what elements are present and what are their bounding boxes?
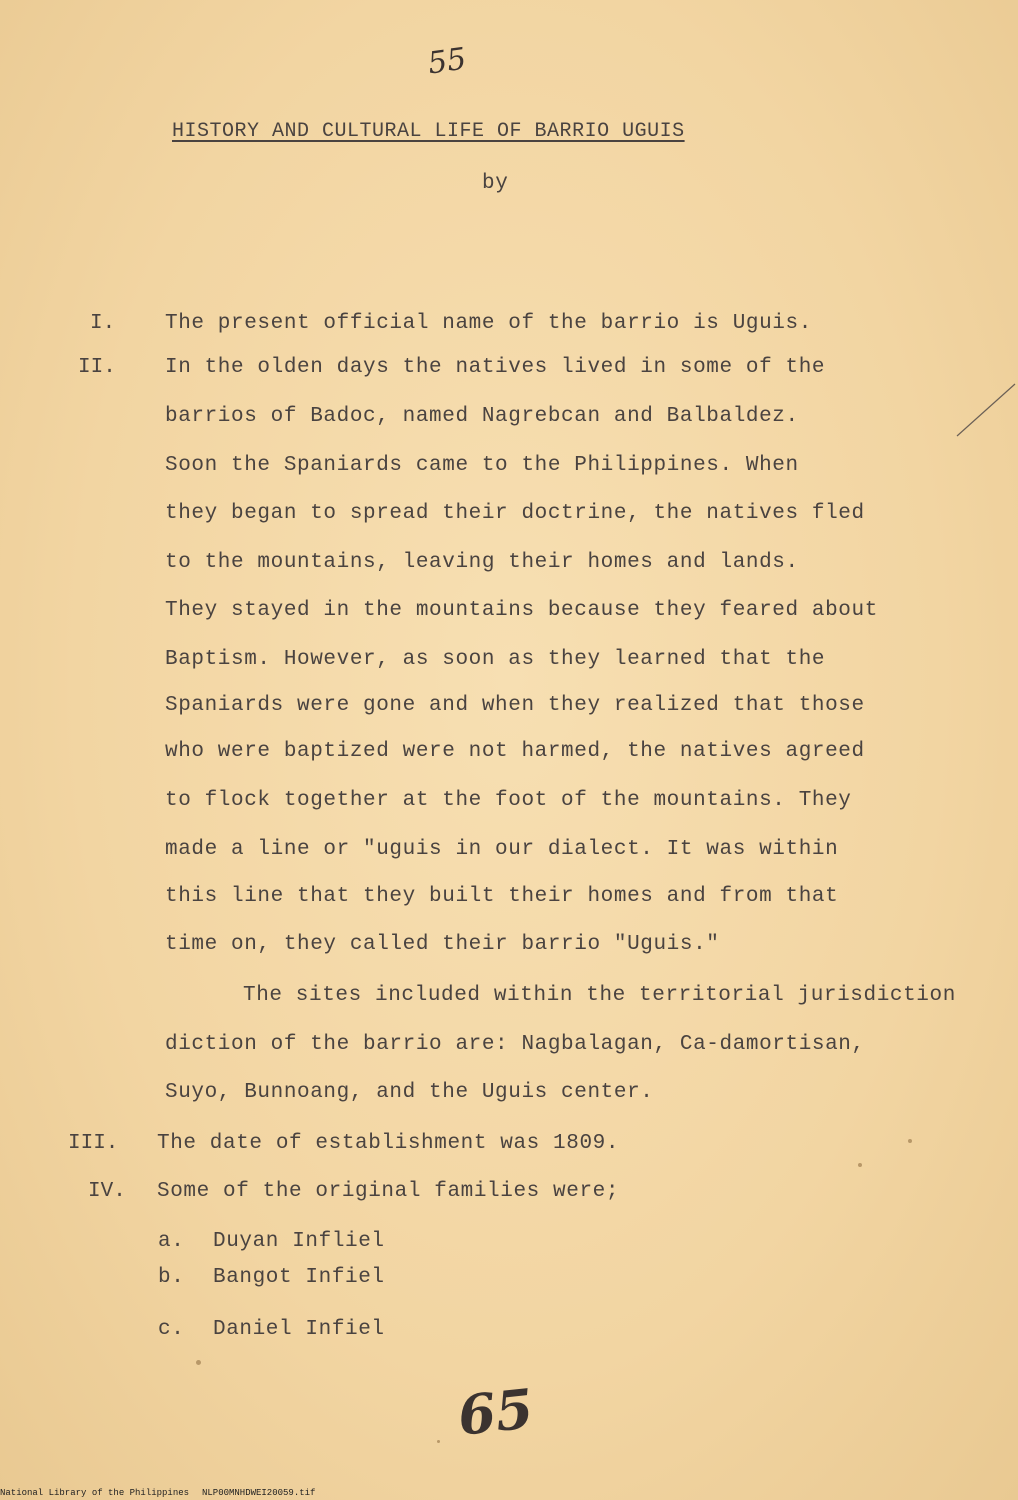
byline: by	[482, 172, 509, 195]
section-ii-line: who were baptized were not harmed, the natives agreed	[165, 740, 865, 763]
section-iv-text: Some of the original families were;	[157, 1180, 620, 1203]
family-letter: c.	[158, 1318, 185, 1341]
section-ii-line: barrios of Badoc, named Nagrebcan and Balbaldez.	[165, 405, 799, 428]
document-title: HISTORY AND CULTURAL LIFE OF BARRIO UGUIS	[172, 120, 685, 143]
family-letter: b.	[158, 1266, 185, 1289]
paper-speck	[437, 1440, 440, 1443]
section-ii-line: this line that they built their homes and from that	[165, 885, 839, 908]
family-letter: a.	[158, 1230, 185, 1253]
family-name: Daniel Infiel	[213, 1318, 385, 1341]
section-ii-line: Spaniards were gone and when they realized that those	[165, 694, 865, 717]
paper-speck	[196, 1360, 201, 1365]
section-ii-line: to flock together at the foot of the mountains. They	[165, 789, 852, 812]
section-ii-line: time on, they called their barrio "Uguis."	[165, 933, 720, 956]
section-numeral-iii: III.	[68, 1132, 119, 1155]
section-numeral-iv: IV.	[88, 1180, 126, 1203]
section-ii-line: Soon the Spaniards came to the Philippines. When	[165, 454, 799, 477]
section-ii-para2-line: diction of the barrio are: Nagbalagan, Ca-damortisan,	[165, 1033, 865, 1056]
section-ii-line: they began to spread their doctrine, the natives fled	[165, 502, 865, 525]
section-ii-line: made a line or "uguis in our dialect. It was within	[165, 838, 839, 861]
family-name: Duyan Infliel	[213, 1230, 385, 1253]
paper-speck	[908, 1139, 912, 1143]
section-numeral-ii: II.	[78, 356, 116, 379]
footer-file-id: NLP00MNHDWEI20059.tif	[202, 1488, 316, 1498]
page-number-top: 55	[425, 41, 469, 82]
section-i-text: The present official name of the barrio is Uguis.	[165, 312, 812, 335]
section-ii-line: Baptism. However, as soon as they learned that the	[165, 648, 826, 671]
family-name: Bangot Infiel	[213, 1266, 385, 1289]
pencil-mark	[955, 380, 1018, 440]
section-ii-para2-line: Suyo, Bunnoang, and the Uguis center.	[165, 1081, 654, 1104]
footer-library: National Library of the Philippines	[0, 1488, 190, 1498]
section-iii-text: The date of establishment was 1809.	[157, 1132, 620, 1155]
section-ii-line: In the olden days the natives lived in some of the	[165, 356, 826, 379]
paper-speck	[858, 1163, 862, 1167]
section-ii-line: to the mountains, leaving their homes and lands.	[165, 551, 799, 574]
page-number-bottom: 65	[454, 1376, 537, 1448]
section-numeral-i: I.	[90, 312, 116, 335]
section-ii-para2-line: The sites included within the territorial jurisdiction	[243, 984, 956, 1007]
section-ii-line: They stayed in the mountains because they feared about	[165, 599, 878, 622]
